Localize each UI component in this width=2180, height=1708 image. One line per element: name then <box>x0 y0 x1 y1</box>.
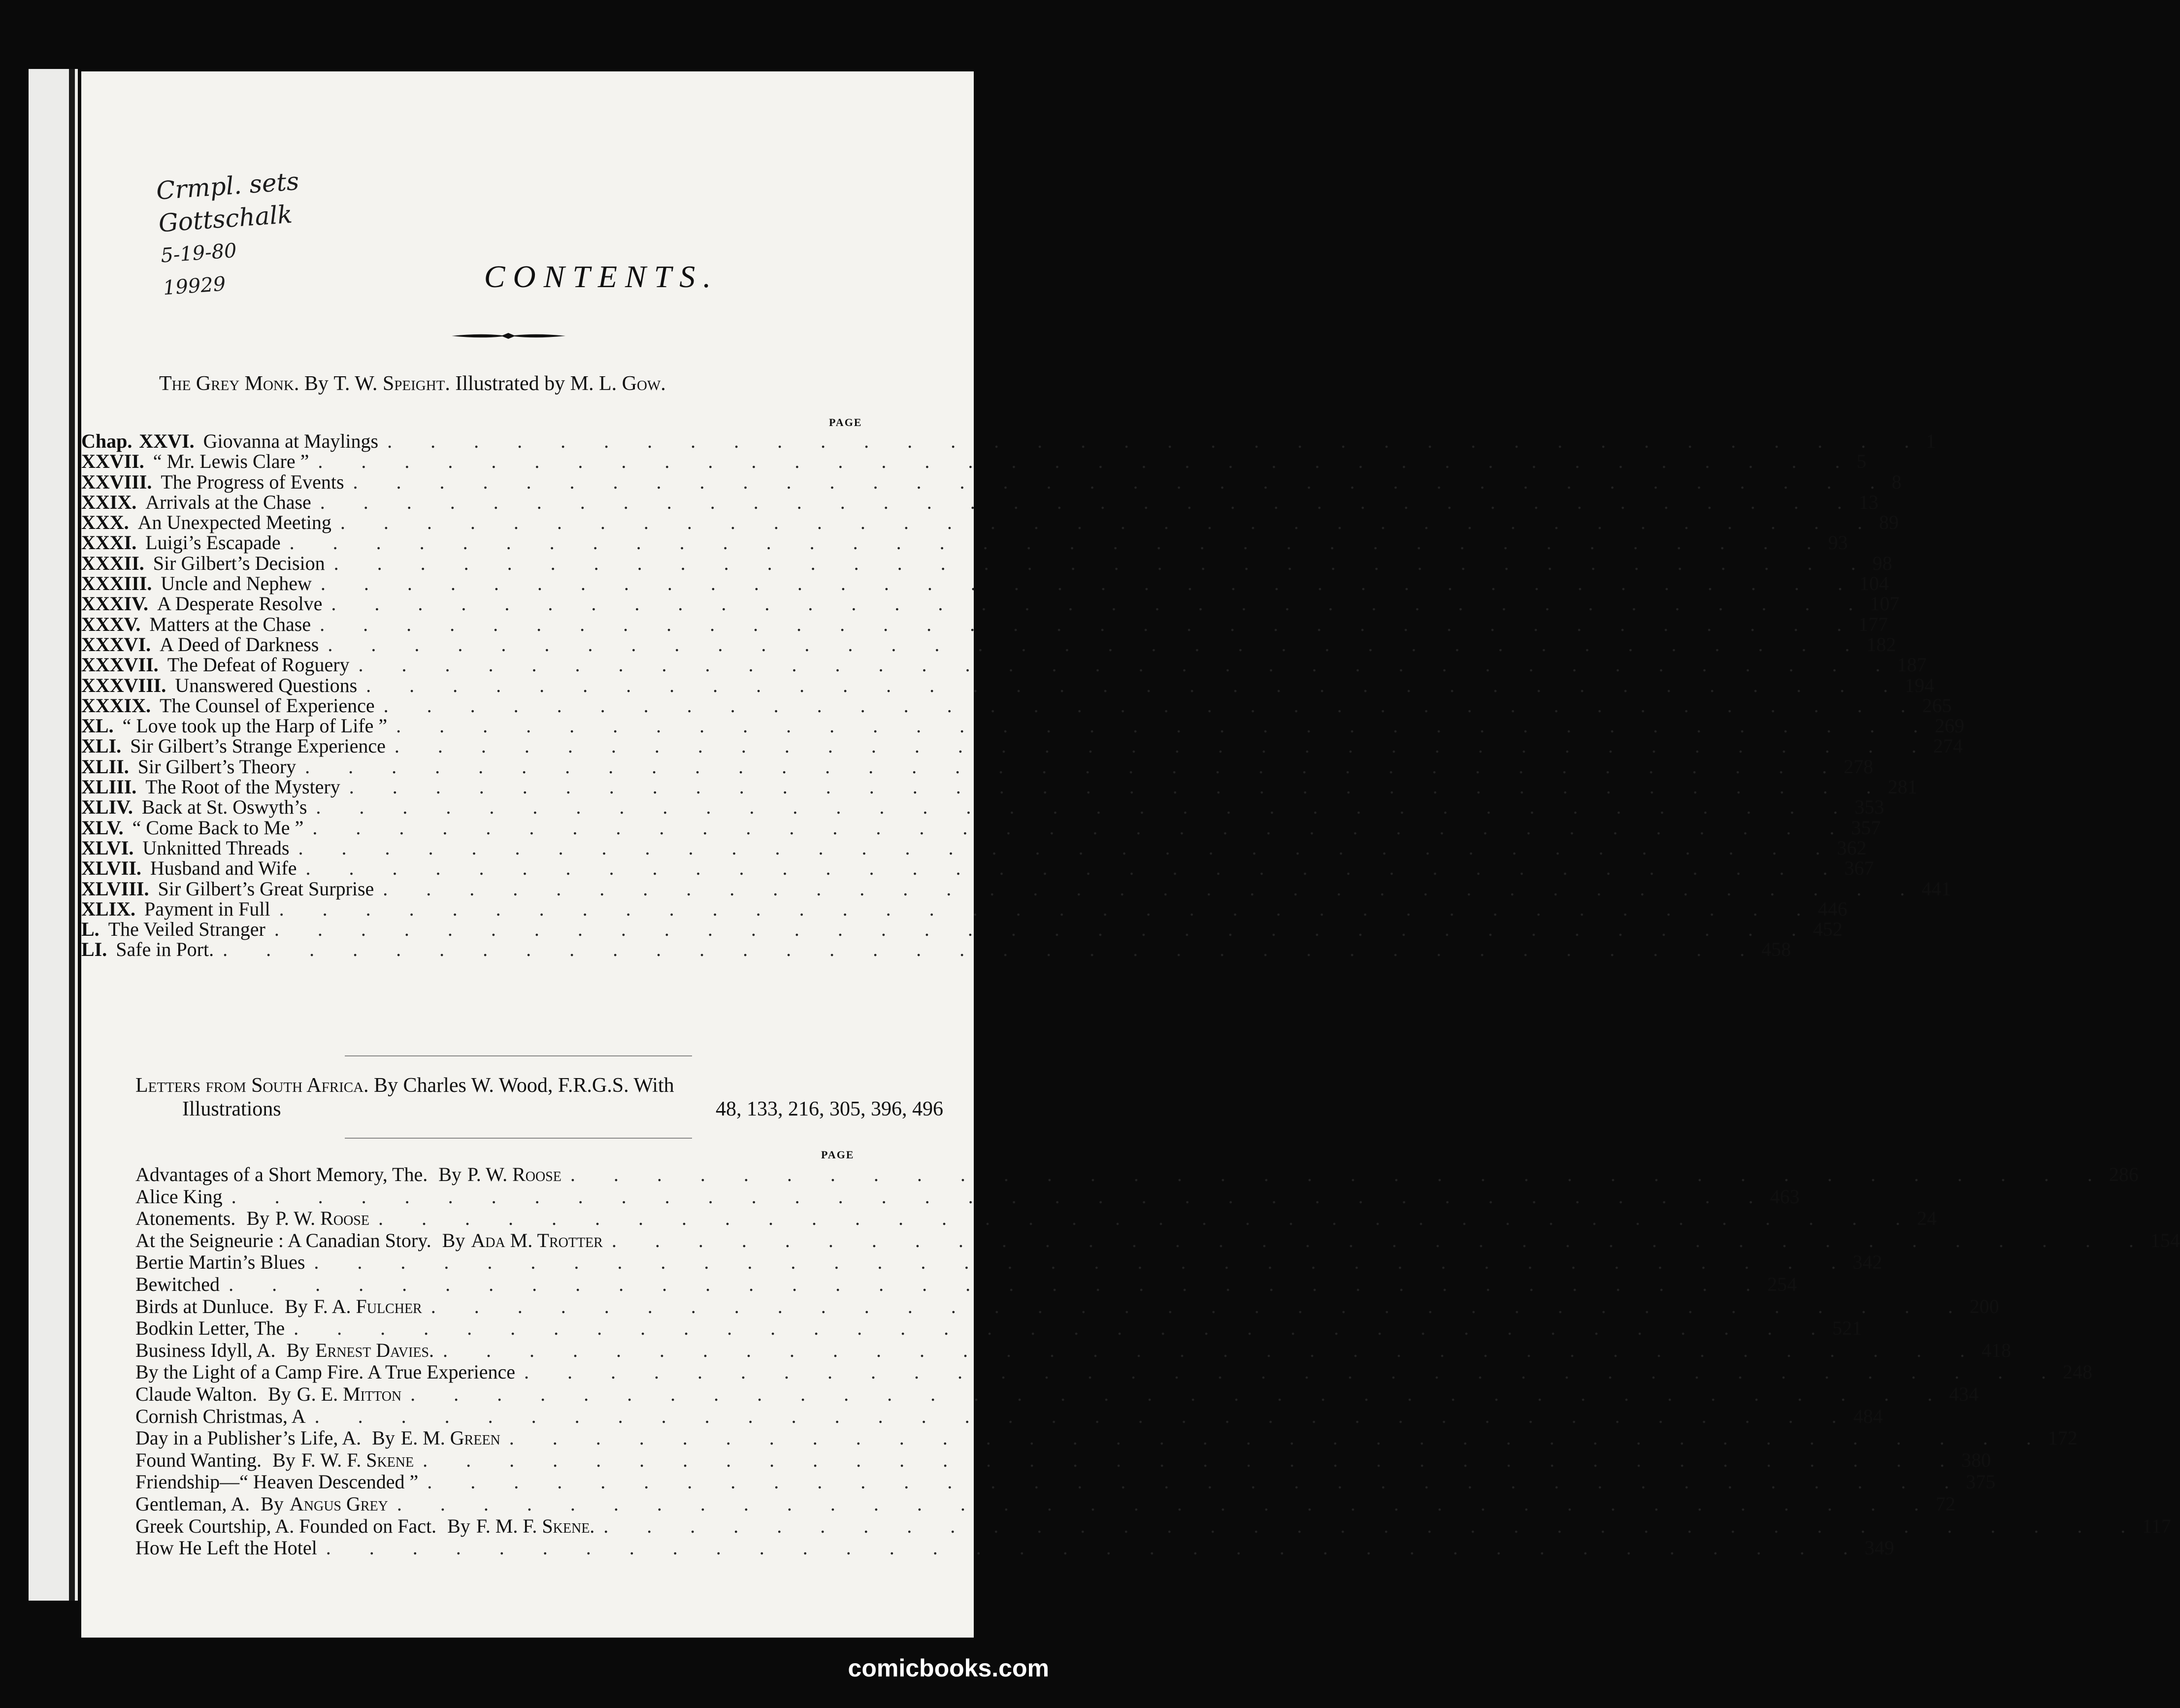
chapter-title: Sir Gilbert’s Strange Experience <box>130 735 386 757</box>
letters-pages: 48, 133, 216, 305, 396, 496 <box>716 1098 943 1120</box>
chapter-numeral: XXXVI. <box>81 633 151 656</box>
chapter-row <box>81 836 1867 859</box>
chapter-title: Matters at the Chase <box>149 613 311 635</box>
leader-dots: . . . . . . . . . . . . . . . . . . . . . . . . . . . . . . . . . . . . <box>423 1448 1962 1471</box>
entry-title: Day in a Publisher’s Life, A. <box>135 1427 362 1449</box>
chapter-number <box>81 675 175 695</box>
chapter-row <box>81 470 1902 493</box>
leader-dots: . . . . . . . . . . . . . . . . . . . . . . . . . . . . . . . . . . . . <box>387 430 1926 452</box>
page-number: 104 <box>1859 572 1889 595</box>
chapter-numeral: XLIII. <box>81 776 137 798</box>
chapter-row <box>81 918 1843 941</box>
with-label: With <box>633 1074 674 1097</box>
entry-author: G. E. Mitton <box>297 1382 402 1405</box>
page-number: 98 <box>1872 552 1892 574</box>
chapter-numeral: XXVII. <box>81 450 144 473</box>
chapter-row <box>81 735 1963 757</box>
chapter-number <box>81 879 158 899</box>
leader-dots: . . . . . . . . . . . . . . . . . . . . . . . . . . . . . . . . . . . . <box>349 776 1888 798</box>
leader-dots: . . . . . . . . . . . . . . . . . . . . . . . . . . . . . . . . . . . . <box>318 450 1857 473</box>
by-label: By <box>285 1295 308 1317</box>
chapter-row <box>81 796 1884 819</box>
leader-dots: . . . . . . . . . . . . . . . . . . . . . . . . . . . . . . . . . . . . <box>396 715 1935 737</box>
chapter-number <box>81 655 167 675</box>
entry-author: E. M. Green <box>400 1427 500 1449</box>
chapter-number <box>81 431 203 451</box>
chapter-number <box>81 573 161 593</box>
leader-dots: . . . . . . . . . . . . . . . . . . . . . . . . . . . . . . . . . . . . <box>274 918 1813 941</box>
leader-dots: . . . . . . . . . . . . . . . . . . . . . . . . . . . . . . . . . . . . <box>509 1427 2048 1449</box>
chapter-title: Back at St. Oswyth’s <box>141 796 307 819</box>
leader-dots: . . . . . . . . . . . . . . . . . . . . . . . . . . . . . . . . . . . . <box>611 1229 2150 1251</box>
chapter-numeral: XL. <box>81 715 114 737</box>
chapter-number <box>81 451 153 471</box>
misc-list <box>135 1163 2180 1559</box>
chapter-title: The Progress of Events <box>161 470 344 493</box>
chapter-numeral: XXVI. <box>139 430 195 452</box>
list-item <box>135 1207 1937 1230</box>
page-number: 265 <box>1922 694 1952 717</box>
grey-monk-heading <box>159 372 666 395</box>
chapter-title: The Counsel of Experience <box>160 694 375 717</box>
chapter-number <box>81 797 142 817</box>
chapter-title: An Unexpected Meeting <box>137 511 331 534</box>
by-label: By <box>286 1339 310 1361</box>
chapter-numeral: XXIX. <box>81 491 137 513</box>
chapter-number <box>81 512 138 532</box>
chapter-row <box>81 897 1848 920</box>
leader-dots: . . . . . . . . . . . . . . . . . . . . . . . . . . . . . . . . . . . . <box>410 1382 1949 1405</box>
leader-dots: . . . . . . . . . . . . . . . . . . . . . . . . . . . . . . . . . . . . <box>430 1295 1970 1317</box>
letters-author: Charles W. Wood, F.R.G.S. <box>403 1074 629 1097</box>
chapter-number <box>81 532 145 553</box>
leader-dots: . . . . . . . . . . . . . . . . . . . . . . . . . . . . . . . . . . . . <box>524 1361 2063 1383</box>
entry-title: Greek Courtship, A. Founded on Fact. <box>135 1514 437 1537</box>
leader-dots: . . . . . . . . . . . . . . . . . . . . . . . . . . . . . . . . . . . . <box>289 531 1828 554</box>
chapter-numeral: XXXIII. <box>81 572 152 595</box>
entry-title: Business Idyll, A. <box>135 1339 276 1361</box>
handwriting-line: Gottschalk <box>157 199 294 238</box>
leader-dots: . . . . . . . . . . . . . . . . . . . . . . . . . . . . . . . . . . . . <box>383 877 1922 900</box>
entry-author: P. W. Roose <box>275 1207 369 1230</box>
list-item <box>135 1492 1955 1515</box>
section-rule <box>345 1055 692 1056</box>
page-number: 342 <box>1852 1251 1883 1274</box>
chapter-row <box>81 450 1867 473</box>
list-item <box>135 1361 2092 1383</box>
leader-dots: . . . . . . . . . . . . . . . . . . . . . . . . . . . . . . . . . . . . <box>305 857 1845 880</box>
leader-dots: . . . . . . . . . . . . . . . . . . . . . . . . . . . . . . . . . . . . <box>231 1185 1770 1208</box>
leader-dots: . . . . . . . . . . . . . . . . . . . . . . . . . . . . . . . . . . . . <box>229 1273 1768 1295</box>
chapter-row <box>81 552 1892 574</box>
chapter-number <box>81 614 149 634</box>
chapter-number <box>81 553 153 573</box>
chapter-row <box>81 877 1951 900</box>
page-number: 274 <box>1933 735 1963 757</box>
entry-title: Birds at Dunluce. <box>135 1295 274 1317</box>
leader-dots: . . . . . . . . . . . . . . . . . . . . . . . . . . . . . . . . . . . . <box>320 491 1859 513</box>
chapter-row <box>81 491 1879 513</box>
list-item <box>135 1537 1894 1559</box>
leader-dots: . . . . . . . . . . . . . . . . . . . . . . . . . . . . . . . . . . . . <box>383 694 1922 717</box>
chapter-title: Unknitted Threads <box>142 836 290 859</box>
chapter-numeral: XXXV. <box>81 613 141 635</box>
chapter-row <box>81 613 1888 635</box>
chapter-number <box>81 818 132 838</box>
chapter-title: Husband and Wife <box>150 857 297 880</box>
by-label: By <box>447 1514 470 1537</box>
leader-dots: . . . . . . . . . . . . . . . . . . . . . . . . . . . . . . . . . . . . <box>279 897 1818 920</box>
chapter-title: Sir Gilbert’s Theory <box>137 755 297 778</box>
page-number: 117 <box>2142 1514 2171 1537</box>
entry-author: Ernest Davies. <box>315 1339 434 1361</box>
page-number: 375 <box>1966 1471 1996 1493</box>
chapter-number <box>81 472 161 492</box>
chapter-number <box>81 899 144 919</box>
list-item <box>135 1185 1800 1208</box>
page-number: 458 <box>1761 938 1791 961</box>
letters-entry <box>135 1074 943 1121</box>
entry-title: Bodkin Letter, The <box>135 1317 285 1340</box>
page-number: 154 <box>2150 1229 2180 1251</box>
entry-title: Friendship—“ Heaven Descended ” <box>135 1471 419 1493</box>
page-number: 446 <box>1817 897 1848 920</box>
page-number: 107 <box>1870 592 1900 615</box>
page-number: 182 <box>1866 633 1896 656</box>
page-number: 349 <box>1864 1537 1894 1559</box>
chapter-row <box>81 938 1791 961</box>
entry-title: At the Seigneurie : A Canadian Story. <box>135 1229 431 1251</box>
chapter-number <box>81 695 160 716</box>
entry-author: F. M. F. Skene. <box>476 1514 595 1537</box>
list-item <box>135 1295 1999 1318</box>
chapter-title: Safe in Port. <box>116 938 214 961</box>
chapter-number <box>81 838 142 858</box>
list-item <box>135 1317 1862 1340</box>
chapter-numeral: XXXIV. <box>81 592 148 615</box>
entry-title: Bewitched <box>135 1273 220 1295</box>
contents-page <box>81 71 2180 1638</box>
chapter-row <box>81 715 1965 737</box>
leader-dots: . . . . . . . . . . . . . . . . . . . . . . . . . . . . . . . . . . . . <box>223 938 1762 961</box>
chapter-row <box>81 816 1881 839</box>
leader-dots: . . . . . . . . . . . . . . . . . . . . . . . . . . . . . . . . . . . . <box>326 1537 1865 1559</box>
chapter-list <box>81 430 1965 961</box>
chapter-row <box>81 694 1952 717</box>
entry-author: F. W. F. Skene <box>301 1448 414 1471</box>
entry-title: How He Left the Hotel <box>135 1537 317 1559</box>
list-item <box>135 1427 2078 1449</box>
leader-dots: . . . . . . . . . . . . . . . . . . . . . . . . . . . . . . . . . . . . <box>358 654 1897 676</box>
chapter-title: “ Come Back to Me ” <box>132 816 304 839</box>
entry-title: Advantages of a Short Memory, The. <box>135 1163 428 1185</box>
handwriting-line: Crmpl. sets <box>155 166 300 205</box>
leader-dots: . . . . . . . . . . . . . . . . . . . . . . . . . . . . . . . . . . . . <box>340 511 1879 534</box>
chapter-row <box>81 572 1889 595</box>
leader-dots: . . . . . . . . . . . . . . . . . . . . . . . . . . . . . . . . . . . . <box>394 735 1933 757</box>
illustrator-name: M. L. Gow. <box>570 372 666 395</box>
chapter-number <box>81 939 116 959</box>
entry-title: By the Light of a Camp Fire. A True Experience <box>135 1361 515 1383</box>
list-item <box>135 1382 1979 1406</box>
page-number: 281 <box>1887 776 1917 798</box>
chapter-title: Giovanna at Maylings <box>203 430 379 452</box>
list-item <box>135 1229 2180 1252</box>
by-label: By <box>246 1207 269 1230</box>
by-label: By <box>268 1382 291 1405</box>
chapter-numeral: XLIV. <box>81 796 133 819</box>
serial-title: The Grey Monk. <box>159 372 299 395</box>
entry-title: Cornish Christmas, A <box>135 1405 306 1427</box>
page-fold-shadow <box>69 69 75 1601</box>
chapter-numeral: XXXIX. <box>81 694 151 717</box>
page-number: 434 <box>1949 1382 1979 1405</box>
leader-dots: . . . . . . . . . . . . . . . . . . . . . . . . . . . . . . . . . . . . <box>443 1339 1982 1361</box>
chapter-numeral: XXXVIII. <box>81 674 166 696</box>
entry-title: Bertie Martin’s Blues <box>135 1251 305 1274</box>
chapter-numeral: XXXI. <box>81 531 137 554</box>
leader-dots: . . . . . . . . . . . . . . . . . . . . . . . . . . . . . . . . . . . . <box>320 572 1859 595</box>
page-number: 418 <box>1982 1339 2011 1361</box>
chapter-title: A Desperate Resolve <box>157 592 323 615</box>
leader-dots: . . . . . . . . . . . . . . . . . . . . . . . . . . . . . . . . . . . . <box>328 633 1867 656</box>
page-number: 362 <box>1837 836 1867 859</box>
leader-dots: . . . . . . . . . . . . . . . . . . . . . . . . . . . . . . . . . . . . <box>312 816 1851 839</box>
chapter-title: The Root of the Mystery <box>145 776 340 798</box>
chapter-numeral: LI. <box>81 938 107 961</box>
chapter-row <box>81 511 1899 534</box>
page-number: 463 <box>1770 1185 1800 1208</box>
entry-title: Claude Walton. <box>135 1382 258 1405</box>
chapter-title: A Deed of Darkness <box>160 633 319 656</box>
chapter-number <box>81 492 145 512</box>
chapter-number <box>81 756 138 777</box>
page-number: 172 <box>2048 1427 2078 1449</box>
page-column-label: PAGE <box>829 416 862 428</box>
chapter-number <box>81 634 160 655</box>
by-label: By <box>374 1074 398 1097</box>
page-number: 8 <box>1891 470 1902 493</box>
chapter-row <box>81 674 1935 696</box>
leader-dots: . . . . . . . . . . . . . . . . . . . . . . . . . . . . . . . . . . . . <box>603 1514 2143 1537</box>
by-label: By <box>304 372 329 395</box>
chapter-numeral: XXX. <box>81 511 129 534</box>
chapter-numeral: XXXVII. <box>81 654 159 676</box>
facing-page-edge <box>29 69 78 1601</box>
chapter-title: The Defeat of Roguery <box>167 654 350 676</box>
entry-title: Atonements. <box>135 1207 236 1230</box>
chapter-number <box>81 919 108 939</box>
chapter-row <box>81 857 1874 880</box>
chapter-number <box>81 593 157 614</box>
chapter-row <box>81 430 1936 452</box>
page-number: 13 <box>1858 491 1879 513</box>
chapter-numeral: XLV. <box>81 816 124 839</box>
chapter-title: Sir Gilbert’s Decision <box>153 552 325 574</box>
handwriting-line: 5-19-80 <box>160 239 238 267</box>
list-item <box>135 1471 1996 1493</box>
page-number: 24 <box>1916 1207 1937 1230</box>
chapter-number <box>81 777 145 797</box>
leader-dots: . . . . . . . . . . . . . . . . . . . . . . . . . . . . . . . . . . . . <box>378 1207 1917 1230</box>
chapter-numeral: XXVIII. <box>81 470 152 493</box>
illustrations-label: Illustrations <box>182 1098 281 1120</box>
list-item <box>135 1405 1883 1428</box>
list-item <box>135 1251 1883 1274</box>
by-label: By <box>372 1427 395 1449</box>
chapter-title: The Veiled Stranger <box>108 918 265 941</box>
watermark: comicbooks.com <box>848 1654 1049 1682</box>
leader-dots: . . . . . . . . . . . . . . . . . . . . . . . . . . . . . . . . . . . . <box>366 674 1905 696</box>
handwriting-line: 19929 <box>162 272 227 300</box>
leader-dots: . . . . . . . . . . . . . . . . . . . . . . . . . . . . . . . . . . . . <box>396 1492 1936 1515</box>
leader-dots: . . . . . . . . . . . . . . . . . . . . . . . . . . . . . . . . . . . . <box>298 836 1837 859</box>
chapter-row <box>81 654 1927 676</box>
entry-author: Ada M. Trotter <box>471 1229 603 1251</box>
leader-dots: . . . . . . . . . . . . . . . . . . . . . . . . . . . . . . . . . . . . <box>294 1317 1833 1340</box>
illustrated-label: Illustrated by <box>455 372 565 395</box>
chapter-numeral: L. <box>81 918 99 941</box>
list-item <box>135 1339 2011 1362</box>
chapter-row <box>81 776 1917 798</box>
leader-dots: . . . . . . . . . . . . . . . . . . . . . . . . . . . . . . . . . . . . <box>427 1471 1966 1493</box>
chapter-numeral: XLIX. <box>81 897 136 920</box>
chapter-numeral: XLI. <box>81 735 122 757</box>
page-number: 177 <box>1858 613 1888 635</box>
leader-dots: . . . . . . . . . . . . . . . . . . . . . . . . . . . . . . . . . . . . <box>314 1251 1853 1274</box>
page-title: CONTENTS. <box>484 259 719 294</box>
entry-author: Angus Grey <box>289 1492 388 1515</box>
chapter-prefix: Chap. <box>81 430 132 452</box>
page-number: 200 <box>1969 1295 1999 1317</box>
chapter-row <box>81 755 1874 778</box>
page-number: 521 <box>1832 1317 1862 1340</box>
entry-author: F. A. Fulcher <box>313 1295 422 1317</box>
list-item <box>135 1163 2139 1186</box>
leader-dots: . . . . . . . . . . . . . . . . . . . . . . . . . . . . . . . . . . . . <box>333 552 1873 574</box>
page-number: 72 <box>1935 1492 1955 1515</box>
page-number: 452 <box>1813 918 1843 941</box>
chapter-title: Payment in Full <box>144 897 270 920</box>
page-number: 484 <box>1853 1405 1883 1427</box>
by-label: By <box>261 1492 284 1515</box>
chapter-title: “ Love took up the Harp of Life ” <box>122 715 388 737</box>
page-number: 93 <box>1828 531 1848 554</box>
entry-title: Gentleman, A. <box>135 1492 250 1515</box>
chapter-title: “ Mr. Lewis Clare ” <box>153 450 309 473</box>
page-number: 254 <box>1767 1273 1797 1295</box>
page-number: 89 <box>1879 511 1899 534</box>
chapter-numeral: XLVII. <box>81 857 141 880</box>
chapter-row <box>81 531 1848 554</box>
page-number: 441 <box>1921 877 1951 900</box>
leader-dots: . . . . . . . . . . . . . . . . . . . . . . . . . . . . . . . . . . . . <box>320 613 1859 635</box>
chapter-number <box>81 858 150 878</box>
author-name: T. W. Speight. <box>333 372 450 395</box>
page-number: 278 <box>1844 755 1874 778</box>
by-label: By <box>442 1229 465 1251</box>
page-number: 269 <box>1935 715 1965 737</box>
list-item <box>135 1514 2171 1538</box>
entry-title: Found Wanting. <box>135 1448 262 1471</box>
chapter-numeral: XLII. <box>81 755 129 778</box>
leader-dots: . . . . . . . . . . . . . . . . . . . . . . . . . . . . . . . . . . . . <box>316 796 1855 819</box>
chapter-title: Luigi’s Escapade <box>145 531 281 554</box>
page-number: 357 <box>1851 816 1881 839</box>
leader-dots: . . . . . . . . . . . . . . . . . . . . . . . . . . . . . . . . . . . . <box>570 1163 2109 1185</box>
leader-dots: . . . . . . . . . . . . . . . . . . . . . . . . . . . . . . . . . . . . <box>314 1405 1853 1427</box>
chapter-title: Arrivals at the Chase <box>145 491 311 513</box>
chapter-title: Sir Gilbert’s Great Surprise <box>158 877 374 900</box>
by-label: By <box>438 1163 462 1185</box>
entry-title: Alice King <box>135 1185 223 1208</box>
leader-dots: . . . . . . . . . . . . . . . . . . . . . . . . . . . . . . . . . . . . <box>331 592 1870 615</box>
leader-dots: . . . . . . . . . . . . . . . . . . . . . . . . . . . . . . . . . . . . <box>353 470 1892 493</box>
page-number: 353 <box>1854 796 1884 819</box>
by-label: By <box>272 1448 296 1471</box>
page-number: 1 <box>1926 430 1936 452</box>
chapter-row <box>81 633 1896 656</box>
chapter-row <box>81 592 1900 615</box>
leader-dots: . . . . . . . . . . . . . . . . . . . . . . . . . . . . . . . . . . . . <box>305 755 1844 778</box>
entry-author: P. W. Roose <box>467 1163 562 1185</box>
page-number: 380 <box>1961 1448 1991 1471</box>
chapter-number <box>81 716 123 736</box>
page-number: 187 <box>1897 654 1927 676</box>
page-column-label: PAGE <box>821 1149 855 1161</box>
page-number: 5 <box>1856 450 1867 473</box>
page-number: 248 <box>2063 1361 2092 1383</box>
chapter-numeral: XXXII. <box>81 552 144 574</box>
list-item <box>135 1273 1797 1296</box>
letters-title: Letters from South Africa. <box>135 1074 369 1097</box>
ornament-divider <box>451 330 566 342</box>
page-number: 286 <box>2109 1163 2139 1185</box>
page-number: 194 <box>1905 674 1935 696</box>
section-rule <box>345 1138 692 1139</box>
chapter-numeral: XLVIII. <box>81 877 149 900</box>
chapter-numeral: XLVI. <box>81 836 134 859</box>
page-number: 367 <box>1844 857 1874 880</box>
chapter-title: Uncle and Nephew <box>161 572 312 595</box>
chapter-number <box>81 736 130 756</box>
chapter-title: Unanswered Questions <box>175 674 358 696</box>
list-item <box>135 1448 1991 1472</box>
